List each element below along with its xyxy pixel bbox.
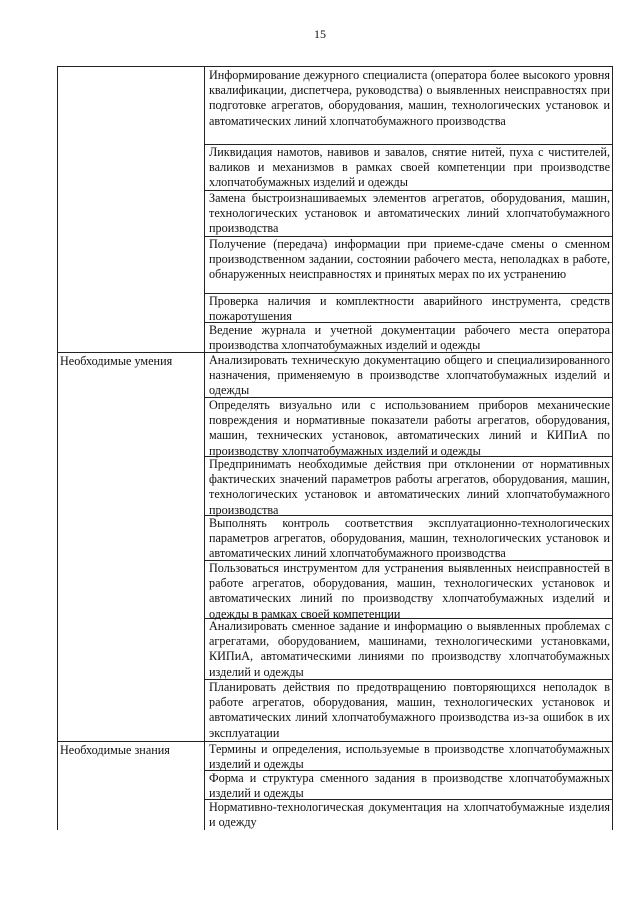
table-cell: Предпринимать необходимые действия при отклонении от нормативных фактических значений параметров работы агрегатов, оборудования, машин, технологических установок и автоматических линий хлопчатобумажного производства — [209, 457, 610, 517]
section-label-knowledge: Необходимые знания — [60, 743, 170, 757]
table-cell: Планировать действия по предотвращению повторяющихся неполадок в работе агрегатов, оборудования, машин, технологических установок и автоматических линий хлопчатобумажного производства из-за ошибок в их эксплуатации — [209, 680, 610, 740]
table-cell: Информирование дежурного специалиста (оператора более высокого уровня квалификации, диспетчера, руководства) о выявленных неисправностях при подготовке агрегатов, оборудования, машин, технологических установок и автоматических линий хлопчатобумажного производства — [209, 68, 610, 128]
table-column-divider — [204, 66, 205, 830]
table-cell: Термины и определения, используемые в производстве хлопчатобумажных изделий и одежды — [209, 742, 610, 772]
table-cell: Ликвидация намотов, навивов и завалов, снятие нитей, пуха с чистителей, валиков и механизмов в рамках своей компетенции при производстве хлопчатобумажных изделий и одежды — [209, 145, 610, 190]
table-cell: Определять визуально или с использованием приборов механические повреждения и нормативные показатели работы агрегатов, оборудования, машин, технических установок, автоматических линий и КИПиА по производству хлопчатобумажных изделий и одежды — [209, 398, 610, 458]
table-cell: Форма и структура сменного задания в производстве хлопчатобумажных изделий и одежды — [209, 771, 610, 801]
table-cell: Проверка наличия и комплектности аварийного инструмента, средств пожаротушения — [209, 294, 610, 324]
table-cell: Анализировать техническую документацию общего и специализированного назначения, применяемую в производстве хлопчатобумажных изделий и одежды — [209, 353, 610, 398]
table-cell: Нормативно-технологическая документация на хлопчатобумажные изделия и одежду — [209, 800, 610, 830]
table-cell: Ведение журнала и учетной документации рабочего места оператора производства хлопчатобумажных изделий и одежды — [209, 323, 610, 353]
table-cell: Получение (передача) информации при приеме-сдаче смены о сменном производственном задании, состоянии рабочего места, неполадках в работе, обнаруженных неисправностях и принятых мерах по их устранению — [209, 237, 610, 282]
section-label-skills: Необходимые умения — [60, 354, 173, 368]
page-number: 15 — [314, 27, 326, 41]
table-top-border — [57, 66, 613, 67]
table-left-border — [57, 66, 58, 830]
table-cell: Пользоваться инструментом для устранения выявленных неисправностей в работе агрегатов, оборудования, машин, технологических установок и автоматических линий по производству хлопчатобумажных изделий и одежды в рамках своей компетенции — [209, 561, 610, 621]
table-cell: Анализировать сменное задание и информацию о выявленных проблемах с агрегатами, оборудованием, машинами, технологическими установками, КИПиА, автоматическими линиями по производству хлопчатобумажных изделий и одежды — [209, 619, 610, 679]
table-cell: Выполнять контроль соответствия эксплуатационно-технологических параметров агрегатов, оборудования, машин, технологических установок и автоматических линий хлопчатобумажного производства — [209, 516, 610, 561]
table-cell: Замена быстроизнашиваемых элементов агрегатов, оборудования, машин, технологических установок и автоматических линий хлопчатобумажного производства — [209, 191, 610, 236]
competency-table — [57, 66, 613, 830]
table-right-border — [612, 66, 613, 830]
